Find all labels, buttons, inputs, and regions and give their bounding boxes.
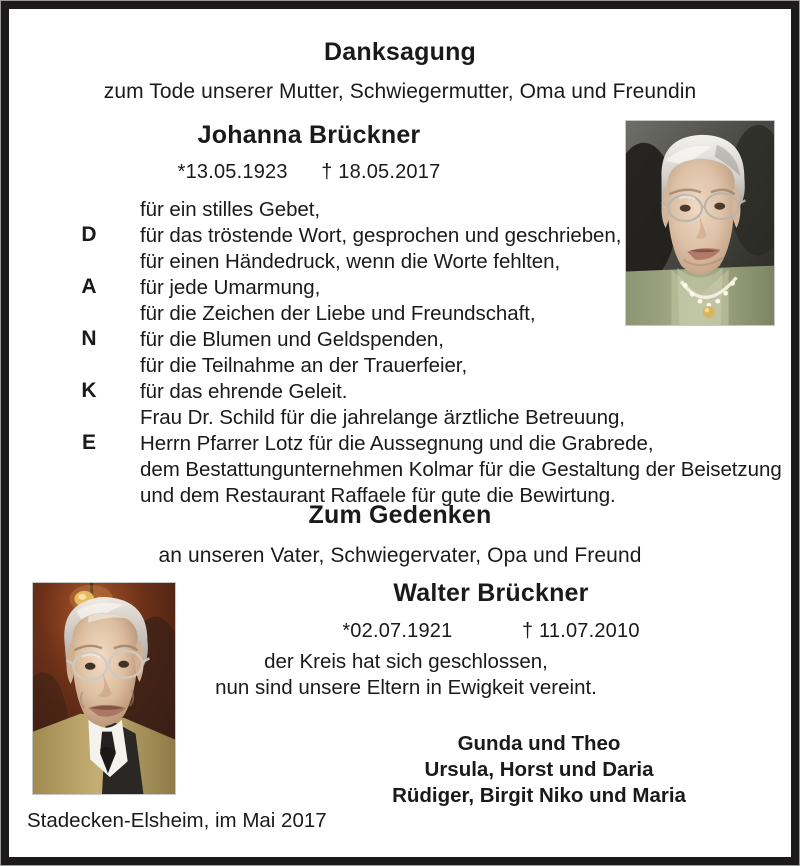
thanks-line: für das ehrende Geleit. bbox=[140, 380, 348, 403]
acrostic-letter-a: A bbox=[81, 275, 97, 298]
notice-page bbox=[9, 9, 791, 857]
signature-line: Ursula, Horst und Daria bbox=[424, 758, 654, 781]
thanks-line: Frau Dr. Schild für die jahrelange ärztliche Betreuung, bbox=[140, 406, 625, 429]
person-two-dates bbox=[191, 620, 791, 643]
person-two-death-date: † 11.07.2010 bbox=[521, 620, 640, 642]
acrostic-letter-e: E bbox=[81, 431, 96, 454]
thanks-line: für ein stilles Gebet, bbox=[140, 198, 321, 221]
closing-verse bbox=[191, 649, 621, 701]
acrostic-letter-k: K bbox=[81, 379, 97, 402]
person-one-death-date: † 18.05.2017 bbox=[321, 161, 441, 183]
acrostic-danke bbox=[71, 209, 107, 469]
memorial-block bbox=[9, 501, 791, 568]
page-subtitle: zum Tode unserer Mutter, Schwiegermutter, Oma und Freundin bbox=[103, 80, 697, 103]
person-two-name: Walter Brückner bbox=[393, 579, 589, 607]
person-one-block bbox=[9, 121, 609, 184]
person-one-name: Johanna Brückner bbox=[197, 121, 421, 149]
thanks-line: Herrn Pfarrer Lotz für die Aussegnung und die Grabrede, bbox=[140, 432, 654, 455]
thanks-line: für die Teilnahme an der Trauerfeier, bbox=[140, 354, 468, 377]
memorial-subtitle: an unseren Vater, Schwiegervater, Opa und Freund bbox=[158, 544, 642, 567]
acrostic-letter-n: N bbox=[81, 327, 97, 350]
thanks-line: für jede Umarmung, bbox=[140, 276, 321, 299]
person-two-birth-date: *02.07.1921 bbox=[342, 620, 453, 642]
signature-line: Gunda und Theo bbox=[457, 732, 621, 755]
portrait-photo-woman bbox=[625, 120, 775, 326]
thanks-line: und dem Restaurant Raffaele für gute die Bewirtung. bbox=[140, 484, 616, 507]
thanks-line: für die Blumen und Geldspenden, bbox=[140, 328, 444, 351]
thanks-line: dem Bestattungunternehmen Kolmar für die Gestaltung der Beisetzung bbox=[140, 458, 782, 481]
thanks-line: für einen Händedruck, wenn die Worte fehlten, bbox=[140, 250, 561, 273]
portrait-photo-man bbox=[32, 582, 176, 795]
thanks-line: für die Zeichen der Liebe und Freundschaft, bbox=[140, 302, 536, 325]
verse-line: der Kreis hat sich geschlossen, bbox=[264, 650, 548, 673]
signature-line: Rüdiger, Birgit Niko und Maria bbox=[392, 784, 686, 807]
place-and-date: Stadecken-Elsheim, im Mai 2017 bbox=[27, 809, 327, 832]
family-signatures bbox=[329, 731, 749, 809]
person-two-block bbox=[191, 579, 791, 643]
person-one-dates bbox=[9, 161, 609, 184]
thanks-line: für das tröstende Wort, gesprochen und geschrieben, bbox=[140, 224, 622, 247]
page-title: Danksagung bbox=[323, 38, 477, 66]
person-one-birth-date: *13.05.1923 bbox=[177, 161, 288, 183]
memorial-title: Zum Gedenken bbox=[308, 501, 492, 529]
verse-line: nun sind unsere Eltern in Ewigkeit vereint. bbox=[215, 676, 597, 699]
acrostic-letter-d: D bbox=[81, 223, 97, 246]
title-block bbox=[9, 38, 791, 104]
